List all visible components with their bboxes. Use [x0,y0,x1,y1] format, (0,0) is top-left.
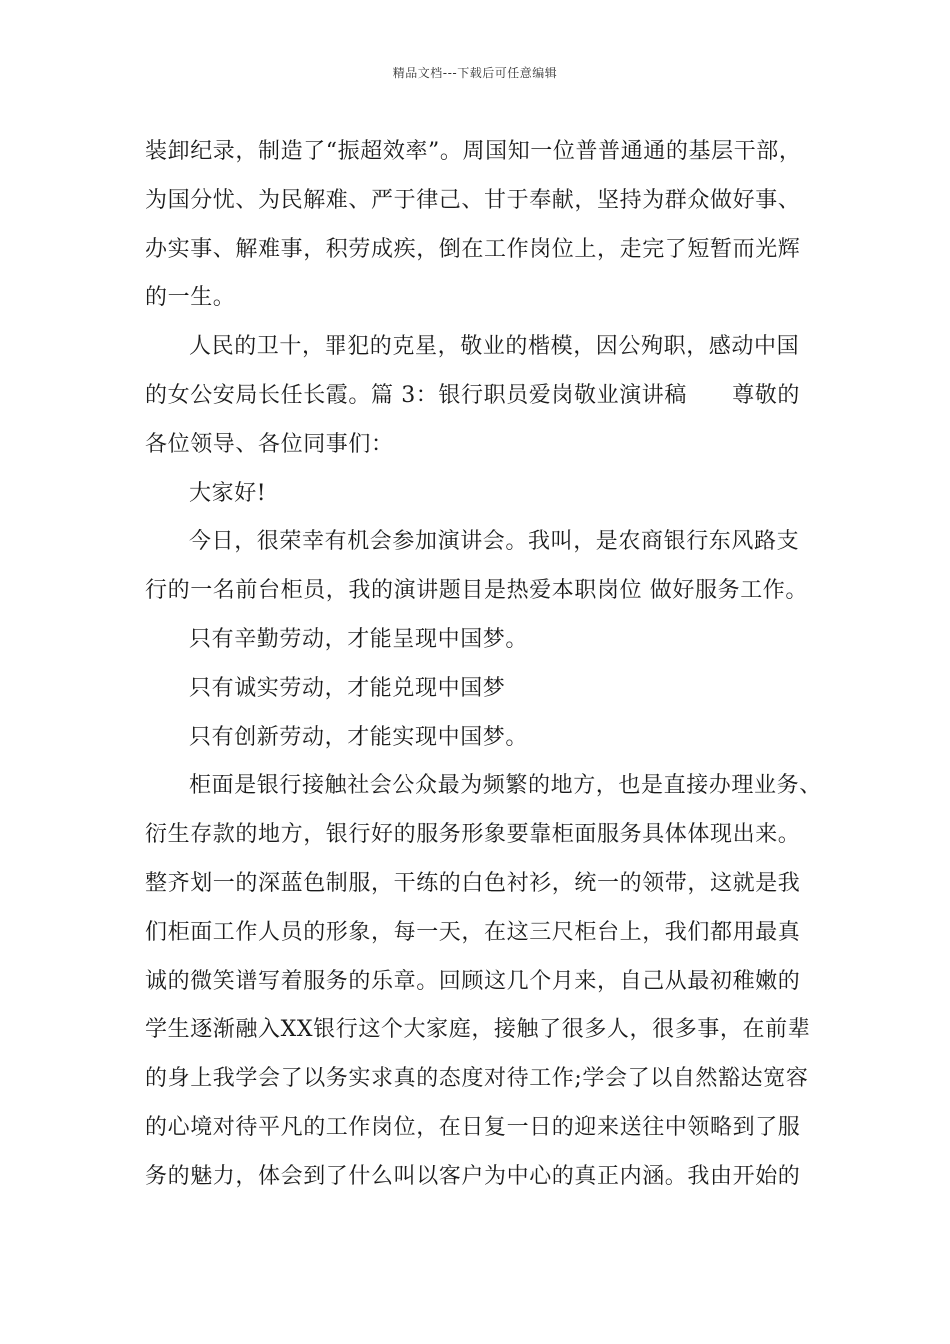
page-header: 精品文档---下载后可任意编辑 [392,66,558,80]
text-line: 的心境对待平凡的工作岗位，在日复一日的迎来送往中领略到了服 [145,1114,801,1140]
text-line: 为国分忧、为民解难、严于律己、甘于奉献，坚持为群众做好事、 [145,187,801,213]
document-body [145,128,845,1202]
text-line: 行的一名前台柜员，我的演讲题目是热爱本职岗位 做好服务工作。 [145,578,808,604]
text-line: 们柜面工作人员的形象，每一天，在这三尺柜台上，我们都用最真 [145,919,801,945]
text-line: 装卸纪录，制造了“振超效率”。周国知一位普普通通的基层干部， [145,139,802,164]
text-line: 办实事、解难事，积劳成疾，倒在工作岗位上，走完了短暂而光辉 [145,236,801,262]
text-line: 只有诚实劳动，才能兑现中国梦 [189,675,506,701]
text-line: 各位领导、各位同事们： [145,431,394,457]
text-line: 务的魅力，体会到了什么叫以客户为中心的真正内涵。我由开始的 [145,1163,801,1189]
text-line: 的女公安局长任长霞。篇 3：银行职员爱岗敬业演讲稿 尊敬的 [145,382,800,408]
text-line: 人民的卫十，罪犯的克星，敬业的楷模，因公殉职，感动中国 [189,334,800,360]
text-line: 只有创新劳动，才能实现中国梦。 [189,724,529,750]
text-line: 的身上我学会了以务实求真的态度对待工作;学会了以自然豁达宽容 [145,1066,809,1092]
text-line: 的一生。 [145,285,236,311]
text-line: 学生逐渐融入XX银行这个大家庭，接触了很多人，很多事，在前辈 [145,1017,811,1043]
text-line: 整齐划一的深蓝色制服，干练的白色衬衫，统一的领带，这就是我 [145,870,801,896]
text-line: 只有辛勤劳动，才能呈现中国梦。 [189,626,529,652]
text-line: 今日，很荣幸有机会参加演讲会。我叫，是农商银行东风路支 [189,529,800,555]
text-line: 衍生存款的地方，银行好的服务形象要靠柜面服务具体体现出来。 [145,822,801,848]
text-line: 大家好! [189,480,267,506]
text-line: 柜面是银行接触社会公众最为频繁的地方，也是直接办理业务、 [189,773,822,799]
text-line: 诚的微笑谱写着服务的乐章。回顾这几个月来，自己从最初稚嫩的 [145,968,801,994]
